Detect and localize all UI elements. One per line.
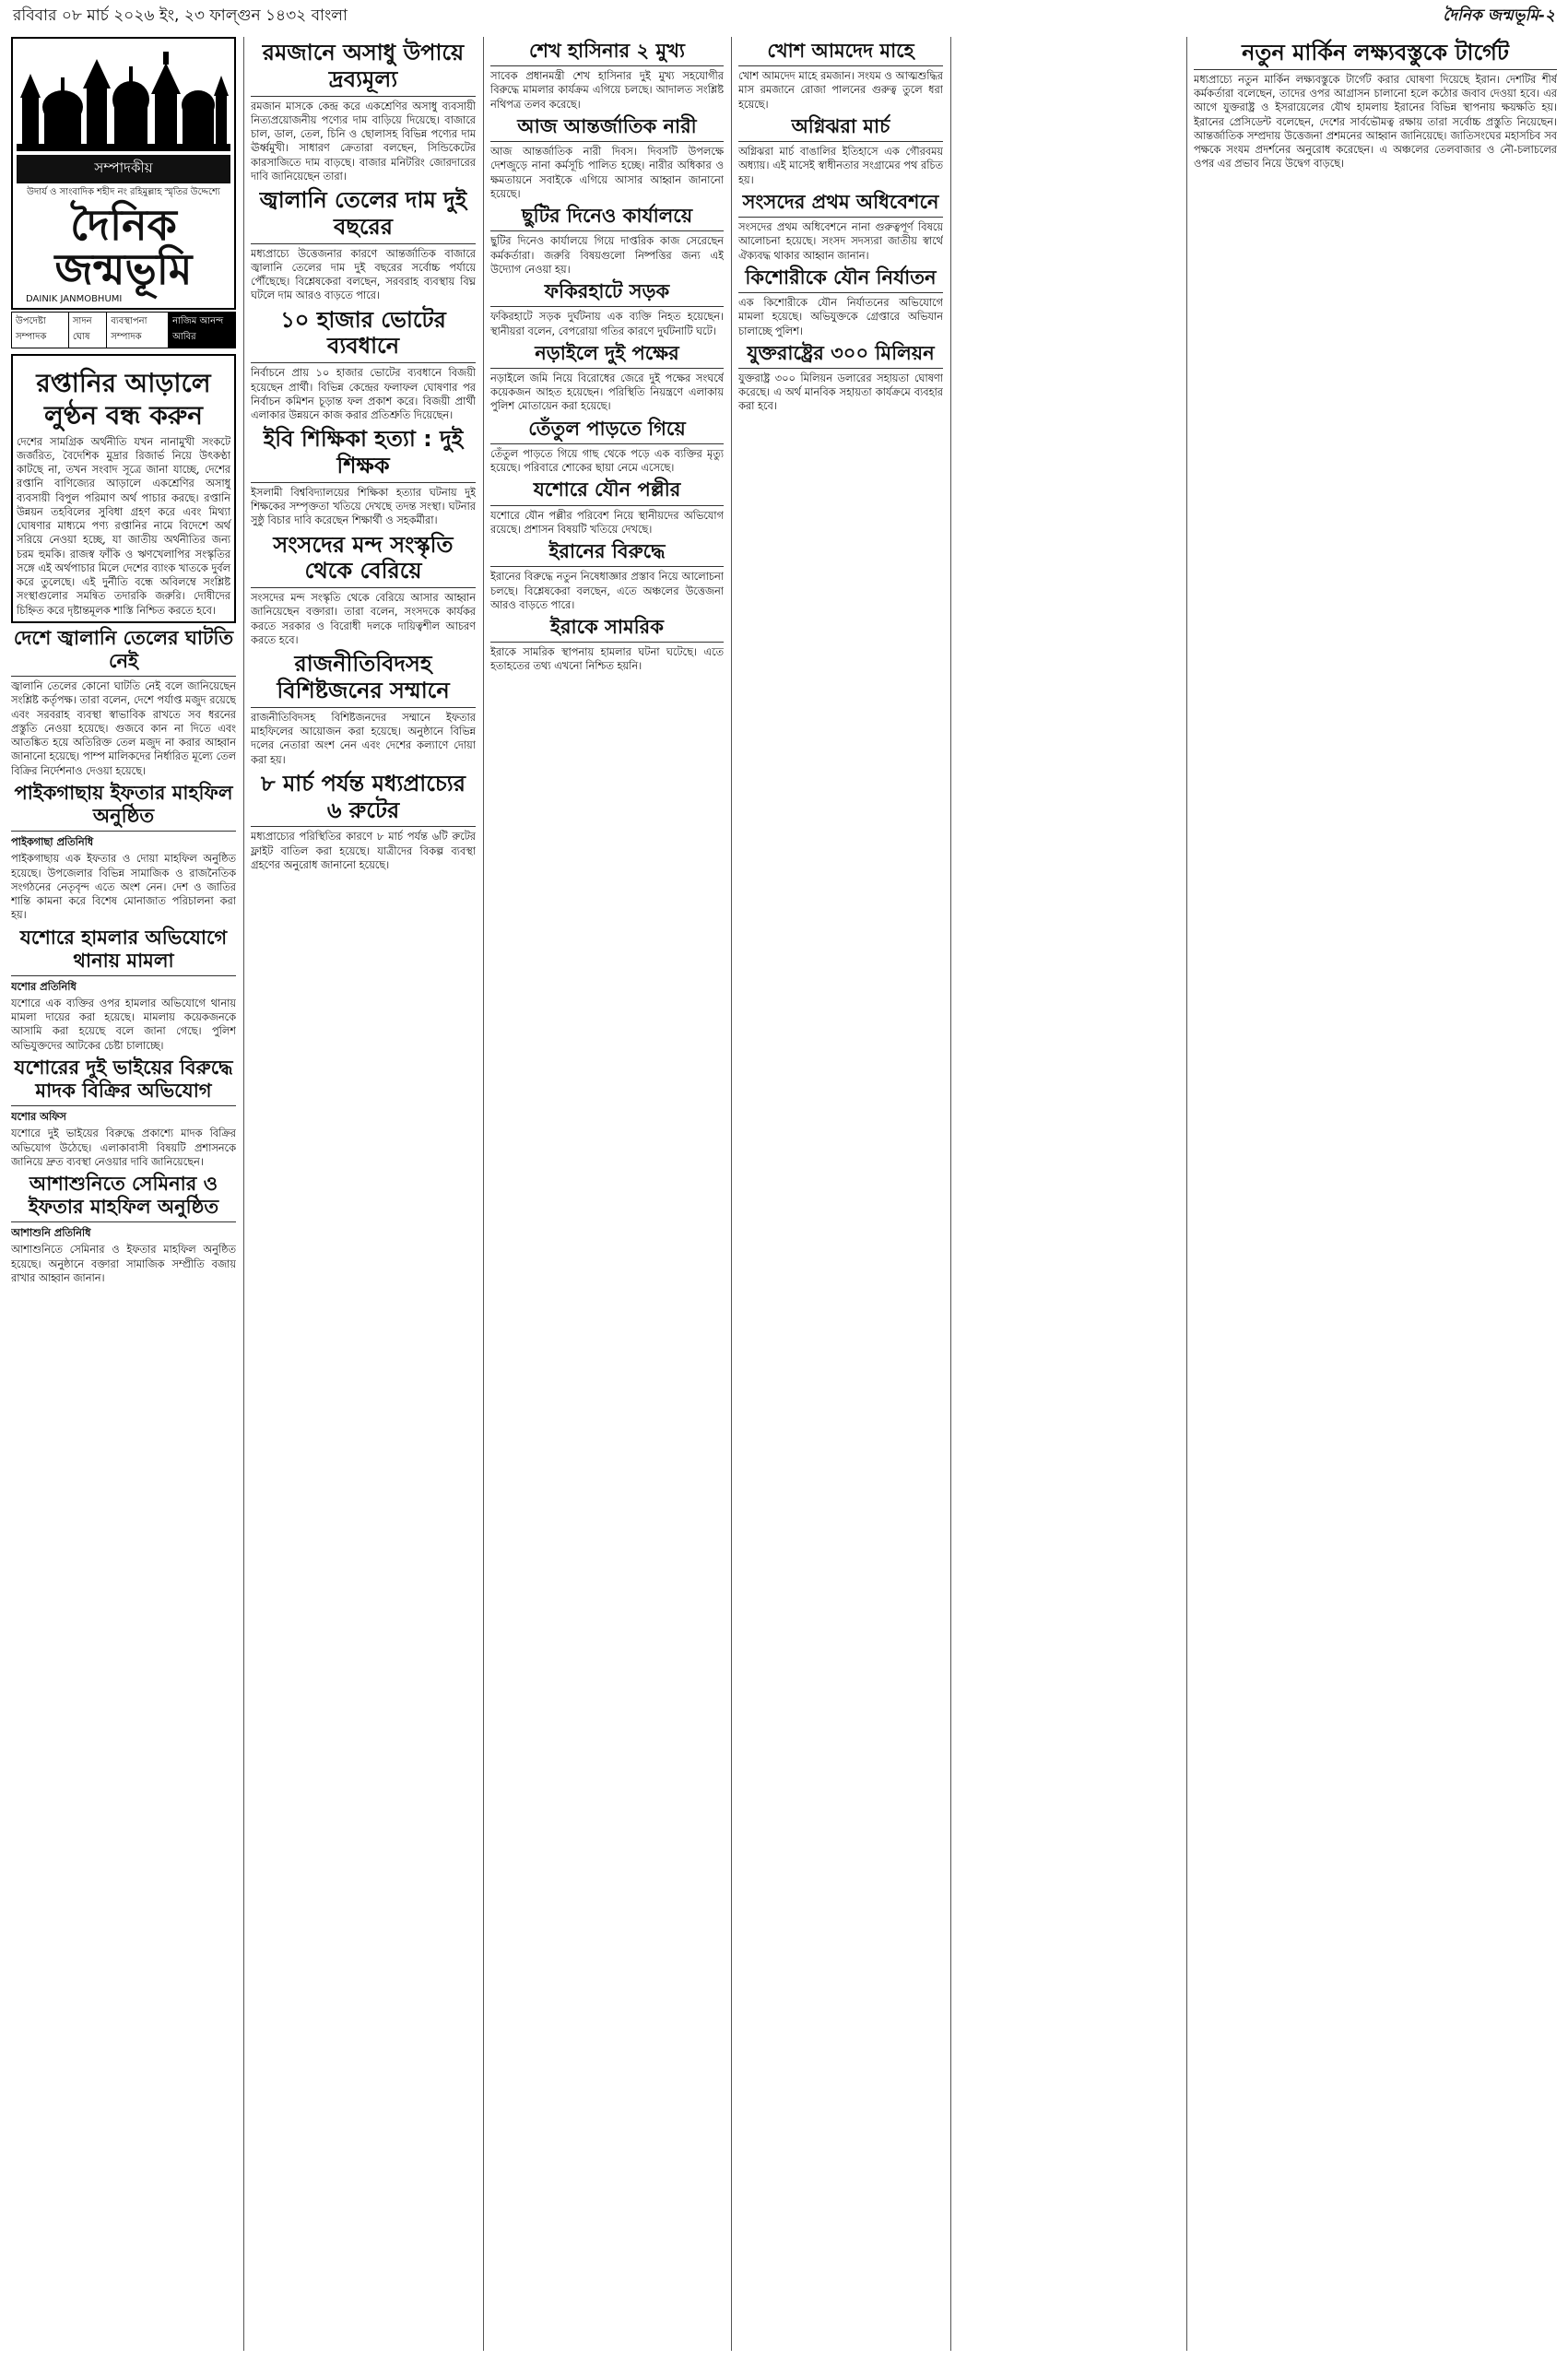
mosque-temple-skyline-illustration: [17, 42, 230, 153]
page-label: দৈনিক জন্মভূমি-২: [1443, 6, 1555, 25]
article: [251, 40, 476, 183]
issue-date: রবিবার ০৮ মার্চ ২০২৬ ইং, ২৩ ফাল্গুন ১৪৩২ বাংলা: [13, 6, 348, 25]
article: [11, 782, 236, 923]
article-headline: তেঁতুল পাড়তে গিয়ে: [490, 418, 724, 444]
editorial-section-label: সম্পাদকীয়: [17, 155, 230, 183]
article: [251, 187, 476, 303]
column-rule: [950, 37, 951, 2351]
article-headline: যশোরের দুই ভাইয়ের বিরুদ্ধে মাদক বিক্রির অভিযোগ: [11, 1056, 236, 1106]
article: [738, 191, 943, 263]
article-headline: দেশে জ্বালানি তেলের ঘাটতি নেই: [11, 627, 236, 677]
article-body: সংসদের প্রথম অধিবেশনে নানা গুরুত্বপূর্ণ বিষয়ে আলোচনা হয়েছে। সংসদ সদস্যরা জাতীয় স্বার্থে ঐক্যবদ্ধ থাকার আহ্বান জানান।: [738, 221, 943, 262]
column-3: [490, 37, 724, 2351]
article-headline: খোশ আমদেদ মাহে: [738, 40, 943, 66]
column-4: [738, 37, 943, 2351]
article-body: আজ আন্তর্জাতিক নারী দিবস। দিবসটি উপলক্ষে দেশজুড়ে নানা কর্মসূচি পালিত হচ্ছে। নারীর অধিকার ও ক্ষমতায়নে সবাইকে এগিয়ে আসার আহ্বান জানানো হয়েছে।: [490, 146, 724, 200]
article-body: ইরাকে সামরিক স্থাপনায় হামলার ঘটনা ঘটেছে। এতে হতাহতের তথ্য এখনো নিশ্চিত হয়নি।: [490, 646, 724, 673]
article: [738, 40, 943, 112]
article-body: আশাশুনিতে সেমিনার ও ইফতার মাহফিল অনুষ্ঠিত হয়েছে। অনুষ্ঠানে বক্তারা সামাজিক সম্প্রীতি বজায় রাখার আহ্বান জানান।: [11, 1244, 236, 1284]
article-body: যশোরে যৌন পল্লীর পরিবেশ নিয়ে স্থানীয়দের অভিযোগ রয়েছে। প্রশাসন বিষয়টি খতিয়ে দেখছে।: [490, 509, 724, 536]
article-headline: ইরাকে সামরিক: [490, 616, 724, 643]
article-headline: অগ্নিঝরা মার্চ: [738, 115, 943, 142]
article-body: রমজান মাসকে কেন্দ্র করে একশ্রেণির অসাধু ব্যবসায়ী নিত্যপ্রয়োজনীয় পণ্যের দাম বাড়িয়ে দিয়েছে। বাজারে চাল, ডাল, তেল, চিনি ও ছোলাসহ বিভিন্ন পণ্যের দাম ঊর্ধ্বমুখী। সাধারণ ক্রেতারা বলছেন, সিন্ডিকেটের কারসাজিতে দাম বাড়ছে। বাজার মনিটরিং জোরদারের দাবি জানিয়েছেন তারা।: [251, 100, 476, 183]
article: [490, 540, 724, 612]
page-header: [0, 0, 1568, 26]
article-body: মধ্যপ্রাচ্যে নতুন মার্কিন লক্ষ্যবস্তুকে টার্গেট করার ঘোষণা দিয়েছে ইরান। দেশটির শীর্ষ কর্মকর্তারা বলেছেন, তাদের ওপর আগ্রাসন চালানো হলে কঠোর জবাব দেওয়া হবে। এর আগে যুক্তরাষ্ট্র ও ইসরায়েলের যৌথ হামলায় ইরানের বিভিন্ন স্থাপনায় ক্ষয়ক্ষতি হয়। ইরানের প্রেসিডেন্ট বলেছেন, দেশের সার্বভৌমত্ব রক্ষায় তারা সর্বোচ্চ প্রস্তুতি নিয়েছেন। আন্তর্জাতিক সম্প্রদায় উত্তেজনা প্রশমনের আহ্বান জানিয়েছে। জাতিসংঘের মহাসচিব সব পক্ষকে সংযম প্রদর্শনের অনুরোধ করেছেন। এ অঞ্চলের তেলবাজার ও নৌ-চলাচলের ওপর এর প্রভাব নিয়ে উদ্বেগ বাড়ছে।: [1194, 73, 1557, 171]
article: [490, 40, 724, 112]
article-headline: যশোরে হামলার অভিযোগে থানায় মামলা: [11, 926, 236, 976]
article: [251, 771, 476, 872]
article-headline: সংসদের মন্দ সংস্কৃতি থেকে বেরিয়ে: [251, 532, 476, 589]
article-headline: আজ আন্তর্জাতিক নারী: [490, 115, 724, 142]
editorial-masthead: [11, 37, 236, 310]
article: [1194, 40, 1557, 171]
article-headline: সংসদের প্রথম অধিবেশনে: [738, 191, 943, 218]
article-body: রাজনীতিবিদসহ বিশিষ্টজনদের সম্মানে ইফতার মাহফিলের আয়োজন করা হয়েছে। অনুষ্ঠানে বিভিন্ন দলের নেতারা অংশ নেন এবং দেশের কল্যাণে দোয়া করা হয়।: [251, 711, 476, 766]
article-body: মধ্যপ্রাচ্যে উত্তেজনার কারণে আন্তর্জাতিক বাজারে জ্বালানি তেলের দাম দুই বছরের সর্বোচ্চ পর্যায়ে পৌঁছেছে। বিশ্লেষকেরা বলছেন, সরবরাহ ব্যবস্থায় বিঘ্ন ঘটলে দাম আরও বাড়তে পারে।: [251, 247, 476, 302]
article: [11, 1056, 236, 1169]
article-headline: নতুন মার্কিন লক্ষ্যবস্তুকে টার্গেট: [1194, 40, 1557, 70]
column-6: [1194, 37, 1557, 2351]
article: [738, 115, 943, 187]
article-body: পাইকগাছায় এক ইফতার ও দোয়া মাহফিল অনুষ্ঠিত হয়েছে। উপজেলার বিভিন্ন সামাজিক ও রাজনৈতিক সংগঠনের নেতৃবৃন্দ এতে অংশ নেন। দেশ ও জাতির শান্তি কামনা করে বিশেষ মোনাজাত পরিচালনা করা হয়।: [11, 853, 236, 922]
article-body: দেশের সামগ্রিক অর্থনীতি যখন নানামুখী সংকটে জর্জরিত, বৈদেশিক মুদ্রার রিজার্ভ নিয়ে উৎকণ্ঠা কাটছে না, তখন সংবাদ সূত্রে জানা যাচ্ছে, দেশের রপ্তানি বাণিজ্যের আড়ালে একশ্রেণির অসাধু ব্যবসায়ী বিপুল পরিমাণ অর্থ পাচার করছে। রপ্তানি উন্নয়ন তহবিলের সুবিধা গ্রহণ করে এবং মিথ্যা ঘোষণার মাধ্যমে পণ্য রপ্তানির নামে বিদেশে অর্থ সরিয়ে নেওয়া হচ্ছে, যা জাতীয় অর্থনীতির জন্য চরম হুমকি। রাজস্ব ফাঁকি ও ঋণখেলাপির সংস্কৃতির সঙ্গে এই অর্থপাচার মিলে দেশের ব্যাংক খাতকে দুর্বল করে তুলেছে। এই দুর্নীতি বন্ধে অবিলম্বে সংশ্লিষ্ট সংস্থাগুলোর সমন্বিত তদারকি জরুরি। দোষীদের চিহ্নিত করে দৃষ্টান্তমূলক শাস্তি নিশ্চিত করতে হবে।: [17, 435, 230, 617]
article: [738, 266, 943, 338]
article-headline: ফকিরহাটে সড়ক: [490, 280, 724, 307]
article-body: খোশ আমদেদ মাহে রমজান। সংযম ও আত্মশুদ্ধির মাস রমজানে রোজা পালনের গুরুত্ব তুলে ধরা হয়েছে।: [738, 70, 943, 111]
column-5: [958, 37, 1179, 2351]
article-headline: ইরানের বিরুদ্ধে: [490, 540, 724, 567]
article-body: যুক্তরাষ্ট্র ৩০০ মিলিয়ন ডলারের সহায়তা ঘোষণা করেছে। এ অর্থ মানবিক সহায়তা কার্যক্রমে ব্যবহার করা হবে।: [738, 372, 943, 413]
column-rule: [1186, 37, 1187, 2351]
article-body: মধ্যপ্রাচ্যের পরিস্থিতির কারণে ৮ মার্চ পর্যন্ত ৬টি রুটের ফ্লাইট বাতিল করা হয়েছে। যাত্রীদের বিকল্প ব্যবস্থা গ্রহণের অনুরোধ জানানো হয়েছে।: [251, 831, 476, 871]
article: [11, 1173, 236, 1285]
article-body: নড়াইলে জমি নিয়ে বিরোধের জেরে দুই পক্ষের সংঘর্ষে কয়েকজন আহত হয়েছেন। পরিস্থিতি নিয়ন্ত্রণে এলাকায় পুলিশ মোতায়েন করা হয়েছে।: [490, 372, 724, 413]
column-1: [11, 37, 236, 2351]
newspaper-masthead-english: DAINIK JANMOBHUMI: [26, 293, 123, 304]
article-headline: রাজনীতিবিদসহ বিশিষ্টজনের সম্মানে: [251, 651, 476, 708]
article-headline: জ্বালানি তেলের দাম দুই বছরের: [251, 187, 476, 244]
staff-credits: উপদেষ্টা সম্পাদক সাদন ঘোষ ব্যবস্থাপনা সম্পাদক নাজিম আনন্দ আবির: [11, 312, 236, 348]
article: [490, 280, 724, 338]
article-body: জ্বালানি তেলের কোনো ঘাটতি নেই বলে জানিয়েছেন সংশ্লিষ্ট কর্তৃপক্ষ। তারা বলেন, দেশে পর্যাপ্ত মজুদ রয়েছে এবং সরবরাহ ব্যবস্থা স্বাভাবিক রাখতে সব ধরনের প্রস্তুতি নেওয়া হয়েছে। গুজবে কান না দিতে এবং আতঙ্কিত হয়ে অতিরিক্ত তেল মজুদ না করার আহ্বান জানানো হয়েছে। পাম্প মালিকদের নির্ধারিত মূল্যে তেল বিক্রির নির্দেশনাও দেওয়া হয়েছে।: [11, 680, 236, 777]
article-body: ফকিরহাটে সড়ক দুর্ঘটনায় এক ব্যক্তি নিহত হয়েছেন। স্থানীয়রা বলেন, বেপরোয়া গতির কারণে দুর্ঘটনাটি ঘটে।: [490, 311, 724, 337]
article-body: যশোরে দুই ভাইয়ের বিরুদ্ধে প্রকাশ্যে মাদক বিক্রির অভিযোগ উঠেছে। এলাকাবাসী বিষয়টি প্রশাসনকে জানিয়ে দ্রুত ব্যবস্থা নেওয়ার দাবি জানিয়েছেন।: [11, 1127, 236, 1168]
article: [490, 115, 724, 201]
byline: যশোর প্রতিনিধি: [11, 980, 77, 993]
article-headline: যশোরে যৌন পল্লীর: [490, 478, 724, 505]
article-headline: ১০ হাজার ভোটের ব্যবধানে: [251, 307, 476, 364]
article-headline: ইবি শিক্ষিকা হত্যা : দুই শিক্ষক: [251, 426, 476, 483]
byline: যশোর অফিস: [11, 1111, 66, 1124]
article: [490, 478, 724, 537]
article: [738, 342, 943, 414]
article: [490, 205, 724, 277]
column-rule: [243, 37, 244, 2351]
article: [490, 616, 724, 674]
column-rule: [483, 37, 484, 2351]
article-body: এক কিশোরীকে যৌন নির্যাতনের অভিযোগে মামলা হয়েছে। অভিযুক্তকে গ্রেপ্তারে অভিযান চালাচ্ছে পুলিশ।: [738, 297, 943, 337]
editorial-headline: রপ্তানির আড়ালে লুণ্ঠন বন্ধ করুন: [36, 367, 211, 431]
article-body: অগ্নিঝরা মার্চ বাঙালির ইতিহাসে এক গৌরবময় অধ্যায়। এই মাসেই স্বাধীনতার সংগ্রামের পথ রচিত হয়।: [738, 146, 943, 186]
article-headline: রমজানে অসাধু উপায়ে দ্রব্যমূল্য: [251, 40, 476, 97]
article: [251, 532, 476, 648]
article-headline: ৮ মার্চ পর্যন্ত মধ্যপ্রাচ্যের ৬ রুটের: [251, 771, 476, 828]
article-body: তেঁতুল পাড়তে গিয়ে গাছ থেকে পড়ে এক ব্যক্তির মৃত্যু হয়েছে। পরিবারে শোকের ছায়া নেমে এসেছে।: [490, 447, 724, 475]
article: [11, 926, 236, 1053]
byline: আশাশুনি প্রতিনিধি: [11, 1227, 91, 1240]
article-headline: ছুটির দিনেও কার্যালয়ে: [490, 205, 724, 231]
article: [251, 651, 476, 767]
newspaper-masthead: দৈনিক জন্মভূমি: [54, 200, 193, 295]
article-headline: শেখ হাসিনার ২ মুখ্য: [490, 40, 724, 66]
article-body: নির্বাচনে প্রায় ১০ হাজার ভোটের ব্যবধানে বিজয়ী হয়েছেন প্রার্থী। বিভিন্ন কেন্দ্রের ফলাফল ঘোষণার পর নির্বাচন কমিশন চূড়ান্ত ফল প্রকাশ করে। বিজয়ী প্রার্থী এলাকার উন্নয়নে কাজ করার প্রতিশ্রুতি দিয়েছেন।: [251, 367, 476, 422]
column-rule: [731, 37, 732, 2351]
article-headline: নড়াইলে দুই পক্ষের: [490, 342, 724, 369]
article: [251, 426, 476, 527]
article: [490, 342, 724, 414]
article-headline: পাইকগাছায় ইফতার মাহফিল অনুষ্ঠিত: [11, 782, 236, 832]
article-headline: আশাশুনিতে সেমিনার ও ইফতার মাহফিল অনুষ্ঠিত: [11, 1173, 236, 1222]
article-body: সাবেক প্রধানমন্ত্রী শেখ হাসিনার দুই মুখ্য সহযোগীর বিরুদ্ধে মামলার কার্যক্রম এগিয়ে চলছে। আদালত সংশ্লিষ্ট নথিপত্র তলব করেছে।: [490, 70, 724, 111]
article-body: যশোরে এক ব্যক্তির ওপর হামলার অভিযোগে থানায় মামলা দায়ের করা হয়েছে। মামলায় কয়েকজনকে আসামি করা হয়েছে বলে জানা গেছে। পুলিশ অভিযুক্তদের আটকের চেষ্টা চালাচ্ছে।: [11, 997, 236, 1052]
article-headline: কিশোরীকে যৌন নির্যাতন: [738, 266, 943, 293]
byline: পাইকগাছা প্রতিনিধি: [11, 836, 94, 849]
article: [251, 307, 476, 423]
article-body: ছুটির দিনেও কার্যালয়ে গিয়ে দাপ্তরিক কাজ সেরেছেন কর্মকর্তারা। জরুরি বিষয়গুলো নিষ্পত্তির জন্য এই উদ্যোগ নেওয়া হয়।: [490, 235, 724, 276]
article-body: ইসলামী বিশ্ববিদ্যালয়ের শিক্ষিকা হত্যার ঘটনায় দুই শিক্ষকের সম্পৃক্ততা খতিয়ে দেখছে তদন্ত সংস্থা। ঘটনার সুষ্ঠু বিচার দাবি করেছেন শিক্ষার্থী ও সহকর্মীরা।: [251, 486, 476, 527]
editorial-article: [11, 354, 236, 623]
article-body: সংসদের মন্দ সংস্কৃতি থেকে বেরিয়ে আসার আহ্বান জানিয়েছেন বক্তারা। তারা বলেন, সংসদকে কার্যকর করতে সরকার ও বিরোধী দলকে দায়িত্বশীল আচরণ করতে হবে।: [251, 592, 476, 646]
article: [11, 627, 236, 778]
article-headline: যুক্তরাষ্ট্রের ৩০০ মিলিয়ন: [738, 342, 943, 369]
article: [490, 418, 724, 476]
editorial-tagline: উদার্য ও সাংবাদিক শহীদ নং রহিমুল্লাহ স্মৃতির উদ্দেশ্যে: [27, 187, 220, 197]
article-body: ইরানের বিরুদ্ধে নতুন নিষেধাজ্ঞার প্রস্তাব নিয়ে আলোচনা চলছে। বিশ্লেষকেরা বলছেন, এতে অঞ্চলের উত্তেজনা আরও বাড়তে পারে।: [490, 571, 724, 611]
column-2: [251, 37, 476, 2351]
